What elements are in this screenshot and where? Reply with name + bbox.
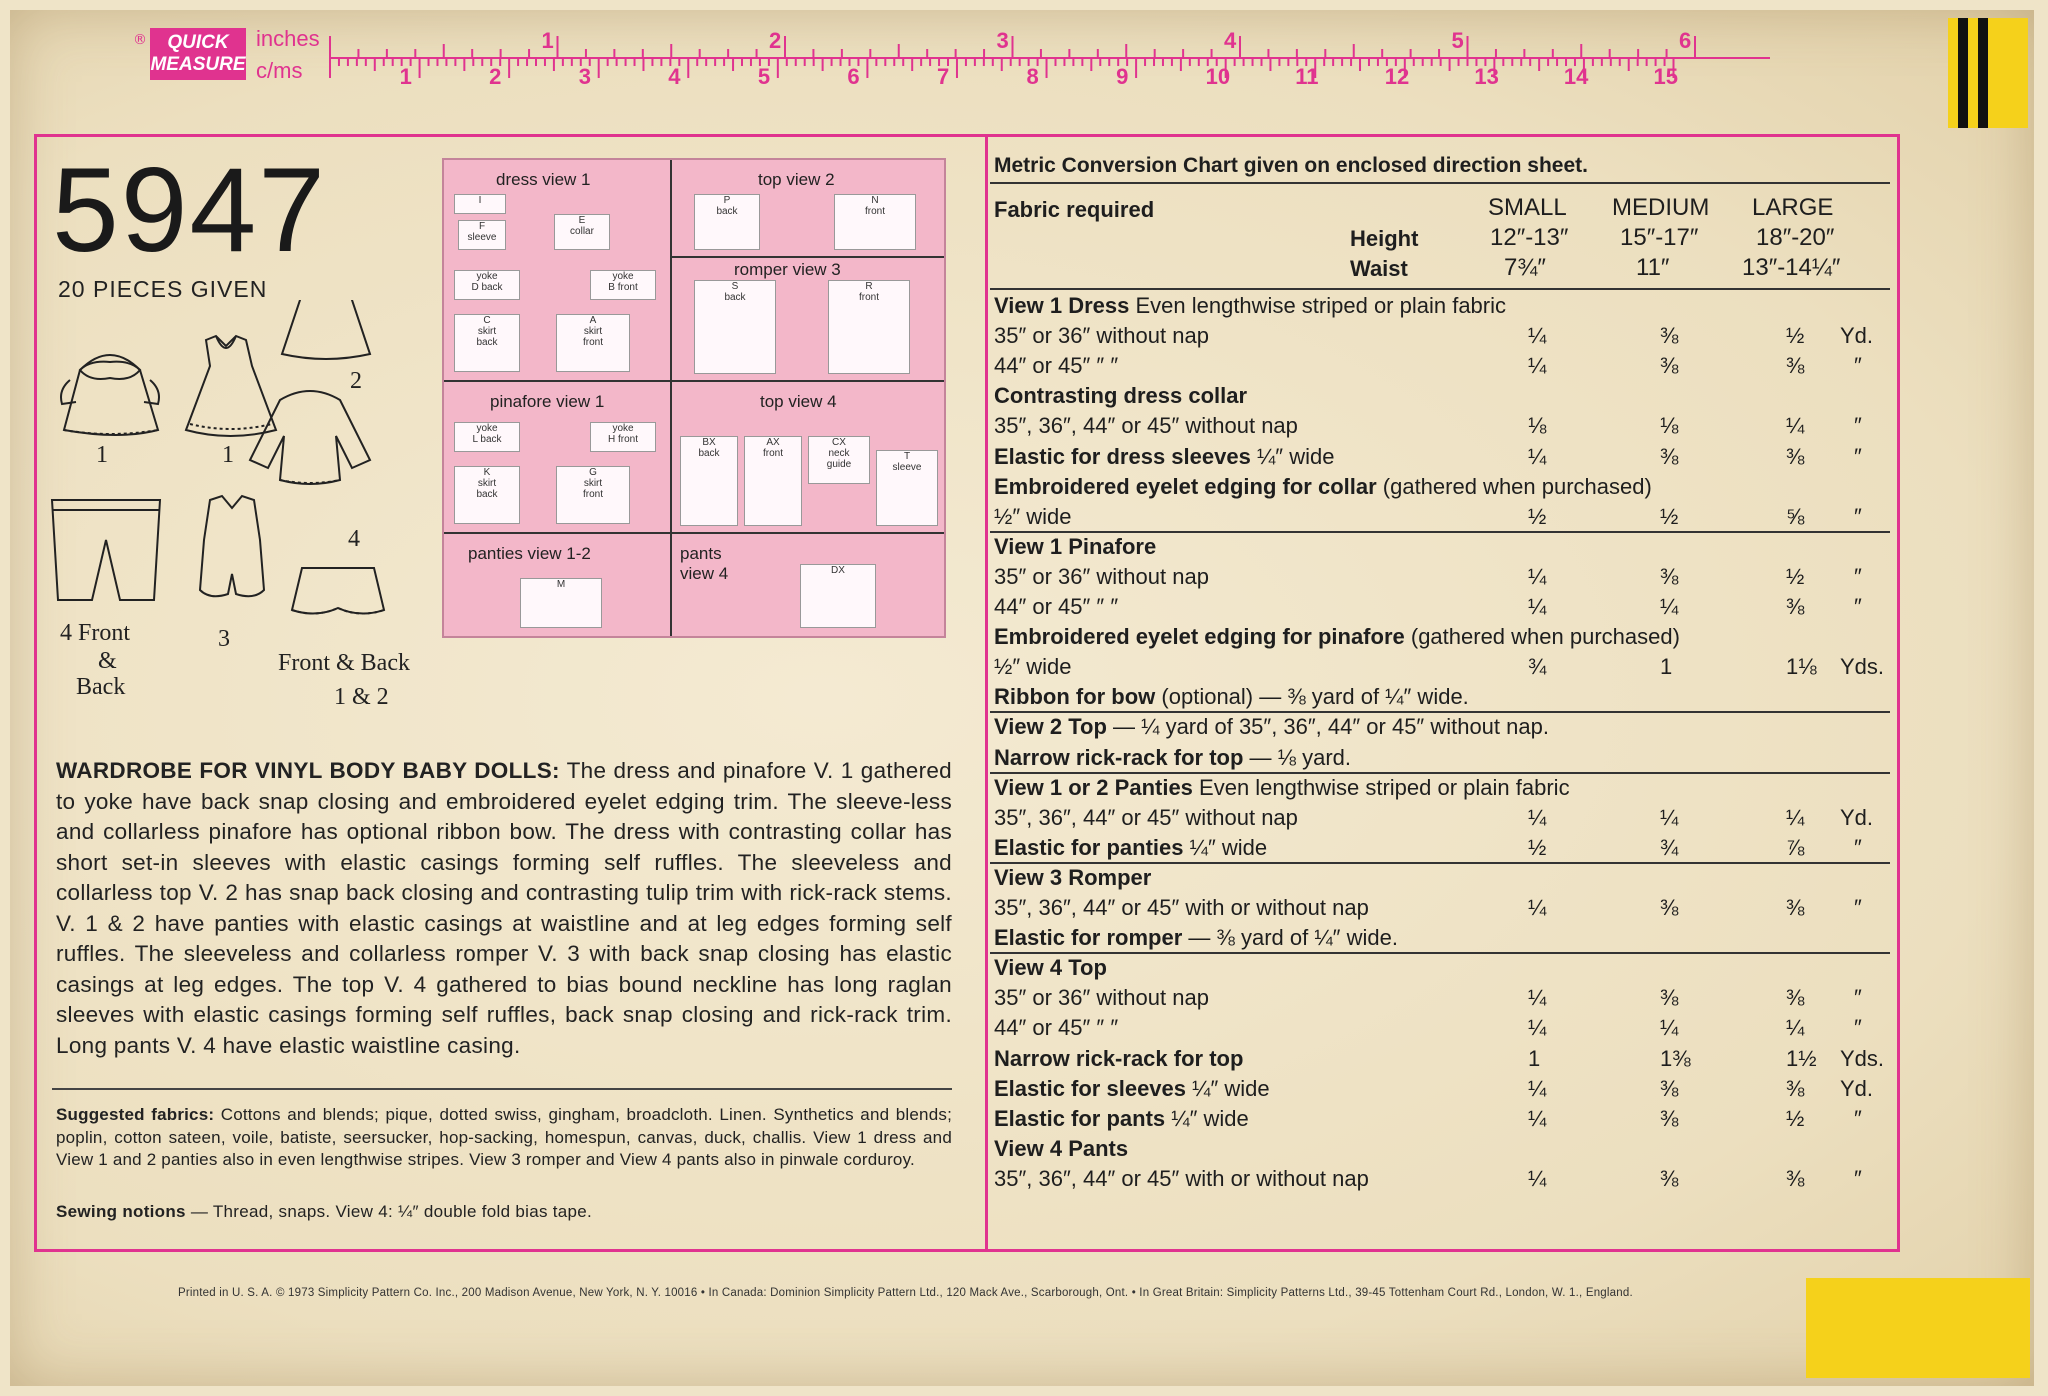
piece-l-yoke-back: yoke L back [454, 422, 520, 452]
ruler-inch-number: 4 [1224, 28, 1237, 53]
chart-cell: ″ [1854, 594, 1862, 619]
chart-section-rule [990, 952, 1890, 954]
piece-g-skirt-front: G skirt front [556, 466, 630, 524]
chart-row-line [994, 714, 1549, 740]
piece-a-skirt-front: A skirt front [556, 314, 630, 372]
chart-row-line [994, 444, 1334, 470]
fabrics-heading: Suggested fabrics: [56, 1105, 215, 1124]
chart-row-label: Embroidered eyelet edging for pinafore [994, 624, 1405, 650]
figure-label-2: 2 [350, 368, 362, 394]
chart-row-label: 35″ or 36″ without nap [994, 323, 1209, 349]
description-divider [52, 1088, 952, 1090]
chart-row-note: (optional) — ⅜ yard of ¼″ wide. [1155, 684, 1469, 710]
chart-rule-top [990, 182, 1890, 184]
chart-row-note: — ⅜ yard of ¼″ wide. [1182, 925, 1398, 951]
ruler-inches-label: inches [256, 26, 320, 51]
logo-line-2: MEASURE [150, 54, 246, 75]
chart-section-rule [990, 862, 1890, 864]
piece-t-sleeve: T sleeve [876, 450, 938, 526]
piece-ax-front: AX front [744, 436, 802, 526]
ruler-cm-number: 2 [489, 64, 502, 89]
chart-cell: ¼ [1786, 1015, 1805, 1041]
ruler-cm-number: 13 [1474, 64, 1499, 89]
figure-label-3: 3 [218, 626, 230, 652]
chart-cell: 1⅛ [1786, 654, 1817, 680]
ruler-cm-number: 8 [1026, 64, 1039, 89]
pinafore-illustration [186, 336, 276, 436]
chart-rule-header [990, 288, 1890, 290]
chart-row-line [994, 745, 1351, 771]
chart-cell: ⅜ [1660, 353, 1679, 379]
chart-row-label: Elastic for dress sleeves [994, 443, 1251, 469]
chart-cell: 1 [1528, 1045, 1541, 1071]
layout-title-panties: panties view 1-2 [468, 544, 591, 563]
piece-n-front: N front [834, 194, 916, 250]
chart-cell: ¼ [1528, 895, 1547, 920]
layout-title-dress: dress view 1 [496, 170, 591, 189]
chart-cell: ¼ [1528, 985, 1547, 1011]
figure-label-4-front: 4 Front [60, 620, 131, 646]
piece-r-front: R front [828, 280, 910, 374]
chart-cell: ⅜ [1786, 443, 1805, 469]
chart-row-line [994, 1106, 1249, 1132]
chart-cell: ⅜ [1660, 1105, 1679, 1131]
chart-row-label: View 1 Dress [994, 293, 1130, 318]
chart-row-line [994, 624, 1680, 650]
chart-cell: ″ [1854, 563, 1862, 589]
chart-cell: ⅛ [1660, 413, 1679, 439]
chart-cell: ⅜ [1786, 594, 1805, 619]
pattern-number: 5947 [52, 143, 327, 277]
chart-row-label: View 1 Pinafore [994, 533, 1157, 559]
sewing-notions [56, 1202, 592, 1222]
piece-cx-neck-guide: CX neck guide [808, 436, 870, 484]
chart-cell: ½ [1786, 1105, 1805, 1131]
chart-cell: ⅝ [1786, 503, 1805, 529]
layout-divider-row-2 [444, 532, 944, 534]
chart-cell: ⅜ [1660, 895, 1679, 920]
chart-cell: ½ [1660, 503, 1679, 529]
chart-cell: ¼ [1528, 594, 1547, 619]
ruler-cm-number: 6 [847, 64, 860, 89]
ruler-cm-number: 9 [1116, 64, 1129, 89]
chart-cell: ⅜ [1786, 353, 1805, 379]
pants-illustration [52, 500, 160, 600]
registered-mark: ® [133, 32, 147, 48]
chart-cell: ¾ [1528, 654, 1547, 680]
layout-divider-top2 [672, 256, 944, 258]
chart-cell: ¼ [1528, 323, 1547, 349]
size-medium: MEDIUM [1612, 194, 1710, 221]
chart-cell: 1⅜ [1660, 1045, 1691, 1071]
chart-row-label: Narrow rick-rack for top [994, 744, 1244, 770]
layout-title-pinafore: pinafore view 1 [490, 392, 605, 411]
chart-row-label: View 3 Romper [994, 864, 1152, 890]
figure-label-4: 4 [348, 526, 360, 552]
ruler-cm-number: 1 [399, 64, 412, 89]
ruler-cm-number: 11 [1295, 64, 1319, 89]
chart-cell: ¾ [1660, 834, 1679, 860]
chart-row-label: Elastic for panties [994, 834, 1184, 860]
chart-cell: ⅜ [1786, 985, 1805, 1011]
chart-row-label: ½″ wide [994, 654, 1072, 680]
chart-row-label: Embroidered eyelet edging for collar [994, 473, 1377, 499]
layout-title-pants-view: view 4 [680, 564, 729, 583]
dress-illustration [61, 355, 159, 435]
chart-cell: ¼ [1528, 563, 1547, 589]
chart-cell: ½ [1786, 563, 1805, 589]
chart-row-note: (gathered when purchased) [1376, 473, 1652, 499]
suggested-fabrics [56, 1104, 952, 1172]
size-large: LARGE [1752, 194, 1834, 221]
chart-cell: ″ [1854, 985, 1862, 1011]
chart-row-note: Even lengthwise striped or plain fabric [1129, 293, 1507, 318]
chart-cell: 1 [1660, 654, 1673, 680]
chart-cell: ½ [1528, 834, 1547, 860]
chart-row-label: View 2 Top [994, 714, 1107, 740]
chart-cell: ½ [1786, 323, 1805, 349]
chart-row-label: 35″ or 36″ without nap [994, 563, 1209, 589]
chart-row-note: ¼″ wide [1250, 443, 1335, 469]
chart-row-line [994, 474, 1652, 500]
notions-body: — Thread, snaps. View 4: ¼″ double fold bias tape. [185, 1202, 593, 1221]
figure-label-1b: 1 [222, 442, 234, 468]
chart-cell: ¼ [1660, 804, 1679, 830]
layout-title-romper: romper view 3 [734, 260, 841, 279]
figure-label-1a: 1 [96, 442, 108, 468]
chart-row-label: 44″ or 45″ ″ ″ [994, 353, 1119, 379]
chart-row-label: Ribbon for bow [994, 684, 1156, 710]
piece-h-yoke-front: yoke H front [590, 422, 656, 452]
ruler-cm-number: 15 [1653, 64, 1678, 89]
chart-cell: ¼ [1786, 804, 1805, 830]
stripe-mark-2 [1978, 18, 1988, 128]
ruler-inch-number: 1 [541, 28, 554, 53]
chart-cell: ⅜ [1660, 563, 1679, 589]
waist-large: 13″-14¼″ [1742, 254, 1841, 281]
chart-cell: Yds. [1840, 1045, 1885, 1071]
layout-title-top2: top view 2 [758, 170, 835, 189]
chart-row-label: 35″ or 36″ without nap [994, 985, 1209, 1011]
chart-cell: ¼ [1528, 804, 1547, 830]
chart-cell: ″ [1854, 353, 1862, 379]
pattern-description [56, 756, 952, 1061]
chart-cell: ⅛ [1528, 413, 1547, 439]
piece-s-back: S back [694, 280, 776, 374]
chart-cell: ¼ [1528, 353, 1547, 379]
chart-cell: Yd. [1840, 804, 1874, 830]
ruler-cm-number: 4 [668, 64, 681, 89]
figure-label-front-back: Front & Back [278, 650, 410, 676]
description-heading: WARDROBE FOR VINYL BODY BABY DOLLS: [56, 758, 560, 783]
chart-row-line [994, 684, 1469, 710]
notions-heading: Sewing notions [56, 1202, 186, 1221]
chart-row-label: 35″, 36″, 44″ or 45″ with or without nap [994, 1165, 1369, 1191]
chart-cell: ″ [1854, 895, 1862, 920]
chart-cell: ¼ [1660, 1015, 1679, 1041]
figure-label-back: Back [76, 674, 126, 700]
description-body: The dress and pinafore V. 1 gathered to yoke have back snap closing and embroidered eyelet edging trim. The sleeve-less and collarless pinafore has optional ribbon bow. The dress with contrasting collar has short set-in sleeves with elastic casings forming self ruffles. The sleeveless and collarless top V. 2 has snap back closing and contrasting tulip trim with rick-rack stems. V. 1 & 2 have panties with elastic casings at waistline and at leg edges forming self ruffles. The sleeveless and collarless romper V. 3 with back snap closing has elastic casings at leg edges. The top V. 4 gathered to bias bound neckline has long raglan sleeves with elastic casings forming self ruffles, back snap closing and rick-rack trim. Long pants V. 4 have elastic waistline casing. [56, 758, 952, 1058]
figure-label-amp: & [98, 648, 117, 674]
chart-row-label: Elastic for sleeves [994, 1075, 1187, 1101]
waist-label: Waist [1350, 256, 1408, 281]
chart-cell: ″ [1854, 443, 1862, 469]
chart-row-line [994, 925, 1398, 951]
chart-cell: ¼ [1786, 413, 1805, 439]
measuring-ruler [0, 0, 2048, 110]
chart-cell: ⅜ [1660, 323, 1679, 349]
layout-vertical-divider [670, 160, 672, 636]
chart-row-line [994, 1076, 1270, 1102]
ruler-cm-number: 12 [1384, 64, 1410, 89]
chart-section-rule [990, 531, 1890, 533]
raglan-top-illustration [250, 391, 370, 484]
chart-row-note: (gathered when purchased) [1404, 624, 1680, 650]
frame-divider [985, 134, 988, 1252]
chart-cell: ¼ [1528, 1015, 1547, 1041]
ruler-cms-label: c/ms [256, 58, 303, 83]
chart-row-label: ½″ wide [994, 503, 1072, 529]
chart-cell: ⅜ [1786, 895, 1805, 920]
copyright-footer: Printed in U. S. A. © 1973 Simplicity Pattern Co. Inc., 200 Madison Avenue, New York, N. Y. 10016 • In Canada: Dominion Simplicity Pattern Ltd., 120 Mack Ave., Scarborough, Ont. • In Great Britain: Simplicity Patterns Ltd., 39-45 Tottenham Court Rd., London, W. 1., England. [178, 1287, 1633, 1299]
piece-p-back: P back [694, 194, 760, 250]
stripe-mark-1 [1958, 18, 1968, 128]
top-illustration [282, 300, 370, 359]
height-small: 12″-13″ [1490, 224, 1569, 251]
waist-medium: 11″ [1636, 254, 1670, 281]
chart-cell: ⅜ [1660, 985, 1679, 1011]
chart-cell: ″ [1854, 1015, 1862, 1041]
pieces-count: 20 PIECES GIVEN [58, 276, 268, 302]
chart-row-label: View 1 or 2 Panties [994, 774, 1193, 800]
chart-row-label: Elastic for pants [994, 1105, 1166, 1131]
ruler-inch-number: 2 [769, 28, 782, 53]
ruler-inch-number: 3 [996, 28, 1009, 53]
chart-row-label: Narrow rick-rack for top [994, 1045, 1244, 1071]
chart-row-label: 35″, 36″, 44″ or 45″ without nap [994, 804, 1298, 830]
chart-cell: ¼ [1528, 443, 1547, 469]
ruler-cm-number: 5 [757, 64, 771, 89]
piece-i: I [454, 194, 506, 214]
layout-title-top4: top view 4 [760, 392, 837, 411]
chart-cell: 1½ [1786, 1045, 1817, 1071]
ruler-cm-number: 3 [578, 64, 591, 89]
chart-cell: ″ [1854, 834, 1862, 860]
height-medium: 15″-17″ [1620, 224, 1699, 251]
layout-divider-row-1 [444, 380, 944, 382]
figure-label-1-and-2: 1 & 2 [334, 684, 389, 710]
chart-cell: ½ [1528, 503, 1547, 529]
chart-row-note: — ⅛ yard. [1243, 744, 1351, 770]
chart-cell: ⅞ [1786, 834, 1805, 860]
ruler-inch-number: 6 [1679, 28, 1692, 53]
panties-illustration [292, 568, 384, 614]
chart-cell: Yds. [1840, 654, 1885, 680]
chart-row-line [994, 775, 1570, 801]
chart-section-rule [990, 772, 1890, 774]
chart-cell: ¼ [1528, 1105, 1547, 1131]
ruler-cm-number: 14 [1563, 64, 1589, 89]
chart-cell: ¼ [1528, 1165, 1547, 1191]
fabric-required-heading: Fabric required [994, 197, 1155, 222]
height-large: 18″-20″ [1756, 224, 1835, 251]
cutting-layout-box [442, 158, 946, 638]
chart-row-note: ¼″ wide [1183, 834, 1268, 860]
piece-m: M [520, 578, 602, 628]
fabrics-body: Cottons and blends; pique, dotted swiss, gingham, broadcloth. Linen. Synthetics and blends; poplin, cotton sateen, voile, batiste, seersucker, hop-sacking, homespun, canvas, duck, challis. View 1 dress and View 1 and 2 panties also in even lengthwise stripes. View 3 romper and View 4 pants also in pinwale corduroy. [56, 1105, 952, 1169]
chart-cell: ″ [1854, 1165, 1862, 1191]
piece-dx: DX [800, 564, 876, 628]
height-label: Height [1350, 226, 1419, 251]
piece-c-skirt-back: C skirt back [454, 314, 520, 372]
chart-row-label: 44″ or 45″ ″ ″ [994, 1015, 1119, 1041]
chart-cell: ⅜ [1786, 1165, 1805, 1191]
logo-line-1: QUICK [167, 32, 229, 53]
ruler-cm-number: 10 [1205, 64, 1231, 89]
chart-cell: ⅜ [1786, 1075, 1805, 1101]
size-small: SMALL [1488, 194, 1567, 221]
piece-d-yoke-back: yoke D back [454, 270, 520, 300]
chart-row-note: ¼″ wide [1165, 1105, 1249, 1131]
chart-row-label: View 4 Pants [994, 1135, 1129, 1161]
chart-row-line [994, 835, 1267, 861]
layout-title-pants: pants [680, 544, 722, 563]
chart-cell: ¼ [1660, 594, 1679, 619]
chart-row-label: Contrasting dress collar [994, 383, 1248, 409]
chart-row-label: 35″, 36″, 44″ or 45″ without nap [994, 413, 1298, 439]
piece-e-collar: E collar [554, 214, 610, 250]
chart-cell: ″ [1854, 413, 1862, 439]
chart-cell: ⅜ [1660, 443, 1679, 469]
ruler-inch-number: 5 [1451, 28, 1464, 53]
chart-row-label: View 4 Top [994, 955, 1107, 981]
chart-cell: Yd. [1840, 1075, 1874, 1101]
chart-row-note: Even lengthwise striped or plain fabric [1192, 774, 1570, 800]
chart-cell: ⅜ [1660, 1165, 1679, 1191]
chart-row-label: 35″, 36″, 44″ or 45″ with or without nap [994, 895, 1369, 920]
piece-k-skirt-back: K skirt back [454, 466, 520, 524]
waist-small: 7¾″ [1504, 254, 1546, 281]
chart-row-note: ¼″ wide [1186, 1075, 1270, 1101]
romper-illustration [200, 496, 264, 596]
piece-b-yoke-front: yoke B front [590, 270, 656, 300]
chart-cell: ″ [1854, 503, 1862, 529]
chart-cell: ″ [1854, 1105, 1862, 1131]
chart-row-label: Elastic for romper [994, 925, 1183, 951]
chart-row-note: — ¼ yard of 35″, 36″, 44″ or 45″ without nap. [1106, 714, 1549, 740]
ruler-cm-number: 7 [936, 64, 950, 89]
chart-row-label: 44″ or 45″ ″ ″ [994, 594, 1119, 619]
chart-cell: ⅜ [1660, 1075, 1679, 1101]
chart-section-rule [990, 711, 1890, 713]
corner-tape-bottom [1806, 1278, 2030, 1378]
piece-f-sleeve: F sleeve [458, 220, 506, 250]
chart-cell: ¼ [1528, 1075, 1547, 1101]
metric-note: Metric Conversion Chart given on enclosed direction sheet. [994, 154, 1588, 177]
chart-cell: Yd. [1840, 323, 1874, 349]
piece-bx-back: BX back [680, 436, 738, 526]
chart-row-line [994, 293, 1506, 319]
